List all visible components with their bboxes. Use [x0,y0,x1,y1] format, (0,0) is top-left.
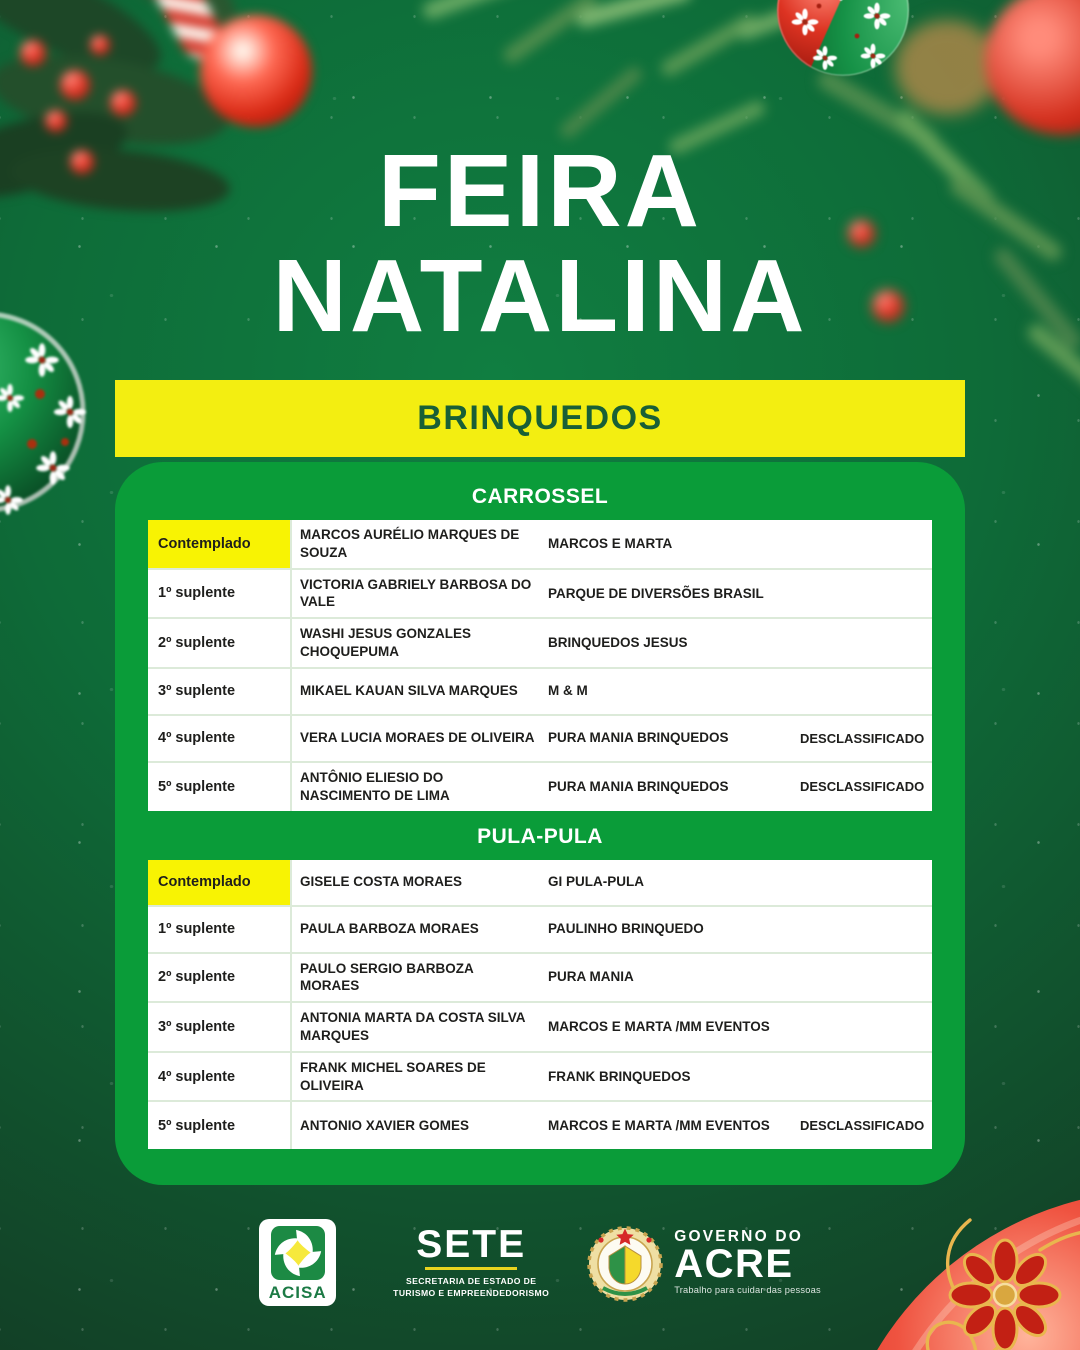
row-company: PAULINHO BRINQUEDO [548,921,704,937]
row-status [796,520,932,568]
section-heading-carrossel: CARROSSEL [471,485,609,508]
row-status [796,907,932,952]
table-row [148,1102,932,1149]
acisa-label: ACISA [268,1282,327,1302]
row-label: 3º suplente [148,669,292,714]
sete-subtitle-1: SECRETARIA DE ESTADO DE [406,1275,537,1286]
table-row [148,907,932,954]
row-name: FRANK MICHEL SOARES DE OLIVEIRA [300,1059,486,1093]
row-status [796,619,932,667]
section-heading-pula-pula: PULA-PULA [477,824,603,848]
row-name: PAULO SERGIO BARBOZA MORAES [300,960,474,994]
row-name: VICTORIA GABRIELY BARBOSA DO VALE [300,576,532,610]
row-name: ANTONIA MARTA DA COSTA SILVA MARQUES [300,1010,525,1043]
acisa-shutter-icon [271,1226,325,1280]
table-row [148,570,932,620]
row-name: ANTÔNIO ELIESIO DO NASCIMENTO DE LIMA [300,769,450,803]
row-label: 4º suplente [148,1053,292,1101]
category-banner [115,380,965,457]
row-company: PURA MANIA BRINQUEDOS [548,778,729,794]
row-label: 2º suplente [148,619,292,667]
row-name: PAULA BARBOZA MORAES [300,921,479,937]
row-company: BRINQUEDOS JESUS [548,635,688,651]
row-status: DESCLASSIFICADO [800,1118,925,1134]
row-status [796,860,932,905]
row-label: 2º suplente [148,954,292,1002]
row-label: 5º suplente [148,1102,292,1149]
row-status [796,1003,932,1051]
title-line-1: FEIRA [378,133,702,248]
table-pula-pula [148,860,932,1150]
row-status [796,669,932,714]
sete-name: SETE [416,1222,527,1266]
page-title [0,133,1080,354]
sete-divider [425,1267,517,1270]
christmas-ball-top-right-icon [777,0,917,90]
category-banner-label: BRINQUEDOS [417,399,663,437]
row-label: 3º suplente [148,1003,292,1051]
table-row [148,716,932,763]
title-line-2: NATALINA [272,238,808,354]
governo-do-acre-logo [583,1218,821,1306]
sete-logo [386,1222,556,1300]
governo-line-1: GOVERNO DO [674,1228,803,1246]
row-company: MARCOS E MARTA /MM EVENTOS [548,1019,770,1035]
row-company: FRANK BRINQUEDOS [548,1068,691,1084]
table-row [148,520,932,570]
row-label: 1º suplente [148,907,292,952]
table-row [148,954,932,1004]
row-company: MARCOS E MARTA /MM EVENTOS [548,1117,770,1133]
row-company: M & M [548,683,588,699]
table-row [148,1053,932,1103]
red-bauble-top-left-icon [200,15,312,127]
row-company: GI PULA-PULA [548,874,644,890]
row-company: PURA MANIA BRINQUEDOS [548,730,729,746]
governo-do-acre-wordmark [674,1229,821,1295]
row-label: 1º suplente [148,570,292,618]
row-name: MARCOS AURÉLIO MARQUES DE SOUZA [300,527,520,560]
row-name: GISELE COSTA MORAES [300,874,463,890]
governo-line-2: ACRE [674,1241,794,1286]
row-company: PARQUE DE DIVERSÕES BRASIL [548,585,764,601]
red-bauble-corner-icon [985,0,1080,135]
row-name: MIKAEL KAUAN SILVA MARQUES [300,683,518,699]
row-label: Contemplado [148,520,292,568]
row-label: 5º suplente [148,763,292,811]
row-company: MARCOS E MARTA [548,535,673,551]
sete-subtitle-2: TURISMO E EMPREENDEDORISMO [393,1288,550,1298]
table-carrossel [148,520,932,811]
table-row [148,860,932,907]
table-row [148,1003,932,1053]
results-panel [115,462,965,1185]
row-company: PURA MANIA [548,969,634,985]
acisa-logo [259,1219,336,1306]
row-name: WASHI JESUS GONZALES CHOQUEPUMA [300,626,472,660]
table-row [148,763,932,811]
row-status [796,570,932,618]
row-status [796,1053,932,1101]
row-label: 4º suplente [148,716,292,761]
table-row [148,669,932,716]
acre-coat-of-arms-icon [583,1218,667,1306]
table-row [148,619,932,669]
row-status: DESCLASSIFICADO [800,779,925,795]
row-name: ANTONIO XAVIER GOMES [300,1117,470,1133]
governo-tagline: Trabalho para cuidar das pessoas [674,1284,821,1295]
row-status: DESCLASSIFICADO [800,730,925,746]
row-label: Contemplado [148,860,292,905]
footer-logos [0,1212,1080,1312]
row-status [796,954,932,1002]
row-name: VERA LUCIA MORAES DE OLIVEIRA [300,730,535,746]
